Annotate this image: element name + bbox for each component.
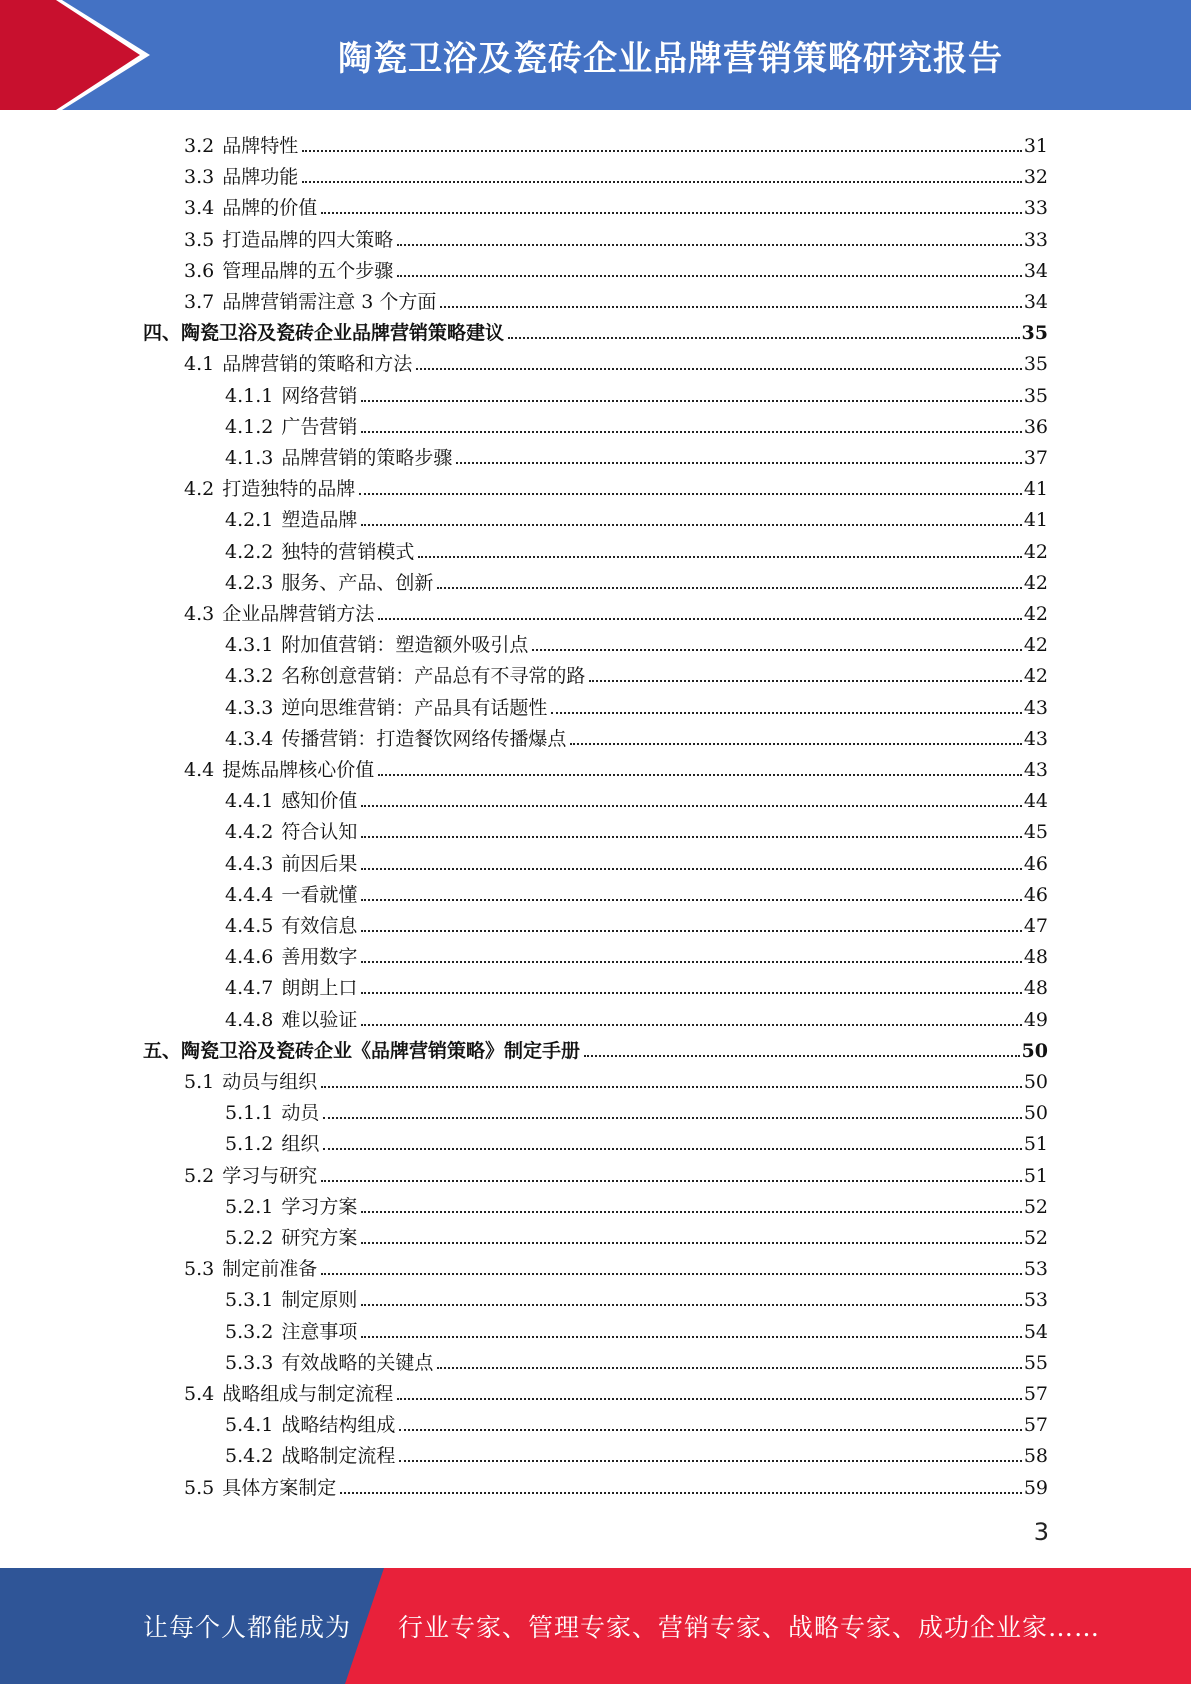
toc-entry-label (225, 727, 570, 751)
toc-entry-number: 5.2 (184, 1164, 215, 1187)
toc-entry-page: 53 (1023, 1289, 1048, 1312)
toc-entry[interactable] (184, 221, 1048, 252)
toc-entry-label (225, 571, 437, 595)
toc-entry-number: 4.1.2 (225, 415, 274, 438)
toc-entry-page: 42 (1023, 603, 1048, 625)
toc-entry-number: 4.4.1 (225, 790, 274, 813)
toc-entry-title: 传播营销：打造餐饮网络传播爆点 (281, 727, 567, 750)
toc-entry[interactable] (225, 1001, 1048, 1032)
toc-entry-label (225, 1413, 399, 1437)
toc-entry-title: 研究方案 (281, 1227, 358, 1249)
toc-entry-title: 具体方案制定 (222, 1476, 337, 1499)
toc-dot-leader (361, 1304, 1021, 1306)
toc-entry-label (225, 415, 361, 439)
toc-entry-label (225, 664, 589, 688)
toc-entry-page: 54 (1023, 1320, 1048, 1343)
toc-entry[interactable] (143, 314, 1048, 345)
toc-entry-page: 41 (1023, 478, 1048, 501)
toc-entry-page: 51 (1023, 1133, 1048, 1156)
toc-entry-label (225, 696, 551, 720)
toc-entry-number: 4.4.6 (225, 946, 274, 969)
toc-entry-label (184, 1164, 321, 1188)
toc-dot-leader (321, 212, 1022, 214)
toc-dot-leader (399, 1460, 1021, 1462)
toc-entry-title: 品牌营销的策略和方法 (222, 353, 413, 376)
toc-entry-title: 战略结构组成 (281, 1414, 396, 1437)
toc-entry-page: 42 (1023, 665, 1048, 688)
toc-entry-page: 50 (1021, 1039, 1048, 1062)
toc-entry-title: 打造独特的品牌 (222, 478, 356, 501)
toc-entry-title: 品牌功能 (222, 166, 299, 189)
report-title: 陶瓷卫浴及瓷砖企业品牌营销策略研究报告 (338, 38, 1003, 79)
toc-entry[interactable] (184, 283, 1048, 314)
toc-entry-label (225, 1444, 399, 1468)
toc-entry-page: 59 (1023, 1476, 1048, 1499)
toc-entry-number: 4.4.7 (225, 977, 274, 1000)
toc-entry-page: 49 (1023, 1008, 1048, 1031)
toc-dot-leader (378, 618, 1022, 620)
toc-entry-label (225, 1132, 323, 1156)
toc-entry[interactable] (184, 470, 1048, 501)
toc-entry[interactable] (225, 1313, 1048, 1344)
toc-entry-page: 46 (1023, 883, 1048, 906)
toc-entry-page: 45 (1023, 821, 1048, 844)
toc-entry-page: 35 (1021, 322, 1048, 345)
toc-entry-page: 31 (1023, 135, 1048, 157)
toc-dot-leader (361, 1024, 1021, 1026)
toc-dot-leader (570, 743, 1021, 745)
toc-entry-title: 服务、产品、创新 (281, 571, 434, 594)
toc-entry-title: 企业品牌营销方法 (222, 603, 375, 625)
toc-entry-label (184, 352, 416, 376)
toc-entry[interactable] (225, 1406, 1048, 1437)
toc-entry[interactable] (184, 189, 1048, 220)
toc-entry-number: 5.1 (184, 1071, 215, 1093)
toc-dot-leader (361, 431, 1021, 433)
toc-entry-title: 广告营销 (281, 415, 358, 438)
toc-entry-title: 有效信息 (281, 915, 358, 937)
footer-slogan-left: 让每个人都能成为 (143, 1613, 352, 1642)
toc-dot-leader (397, 275, 1022, 277)
toc-entry-page: 57 (1023, 1383, 1048, 1405)
toc-dot-leader (361, 899, 1021, 901)
toc-entry-page: 48 (1023, 946, 1048, 969)
toc-entry-title: 名称创意营销：产品总有不寻常的路 (281, 665, 586, 688)
toc-entry-page: 37 (1023, 447, 1048, 469)
toc-entry-title: 品牌营销需注意 3 个方面 (222, 291, 437, 313)
toc-entry[interactable] (184, 595, 1048, 626)
toc-entry[interactable] (225, 1437, 1048, 1468)
toc-entry[interactable] (225, 907, 1048, 938)
toc-entry-page: 50 (1023, 1102, 1048, 1125)
toc-entry[interactable] (225, 1188, 1048, 1219)
toc-entry-label (143, 321, 508, 345)
toc-entry-page: 42 (1023, 571, 1048, 594)
toc-entry-label (225, 446, 456, 470)
toc-entry-page: 44 (1023, 790, 1048, 813)
toc-dot-leader (361, 524, 1021, 526)
toc-entry-title: 塑造品牌 (281, 509, 358, 532)
toc-entry-page: 47 (1023, 915, 1048, 937)
toc-entry[interactable] (184, 158, 1048, 189)
toc-entry-number: 4.2 (184, 478, 215, 501)
toc-entry[interactable] (225, 657, 1048, 688)
toc-entry-page: 42 (1023, 634, 1048, 657)
toc-entry-label (184, 1070, 321, 1094)
toc-entry-number: 4.1.3 (225, 447, 274, 469)
toc-entry-label (184, 165, 302, 189)
toc-entry-page: 32 (1023, 166, 1048, 189)
toc-entry-title: 善用数字 (281, 946, 358, 969)
toc-dot-leader (551, 712, 1021, 714)
toc-entry-number: 4.3.3 (225, 696, 274, 719)
toc-entry-label (184, 290, 440, 314)
toc-entry-label (184, 602, 378, 626)
toc-entry-number: 4.4 (184, 759, 215, 781)
toc-entry-number: 5.3 (184, 1258, 215, 1281)
toc-entry-number: 4.3 (184, 603, 215, 625)
toc-dot-leader (361, 1336, 1021, 1338)
toc-entry-page: 34 (1023, 259, 1048, 282)
toc-entry-number: 4.4.2 (225, 821, 274, 844)
toc-entry[interactable] (225, 626, 1048, 657)
toc-dot-leader (399, 1429, 1021, 1431)
toc-entry-title: 朗朗上口 (281, 977, 358, 1000)
toc-entry-number: 5.2.2 (225, 1227, 274, 1249)
toc-entry-number: 5.1.2 (225, 1133, 274, 1156)
toc-entry-number: 5.5 (184, 1476, 215, 1499)
toc-entry-label (225, 789, 361, 813)
toc-dot-leader (397, 1398, 1022, 1400)
toc-entry-title: 品牌的价值 (222, 197, 318, 220)
toc-entry-page: 41 (1023, 509, 1048, 532)
toc-dot-leader (361, 868, 1021, 870)
toc-entry-page: 53 (1023, 1258, 1048, 1281)
toc-entry[interactable] (225, 564, 1048, 595)
toc-entry-label (225, 1226, 361, 1250)
toc-entry-label (225, 1351, 437, 1375)
toc-dot-leader (437, 587, 1021, 589)
toc-entry-title: 独特的营销模式 (281, 540, 415, 563)
toc-entry-number: 4.3.2 (225, 665, 274, 688)
toc-entry-page: 46 (1023, 852, 1048, 875)
toc-entry-label (225, 1195, 361, 1219)
toc-dot-leader (361, 992, 1021, 994)
toc-entry-title: 难以验证 (281, 1008, 358, 1031)
toc-entry[interactable] (184, 1063, 1048, 1094)
toc-entry-page: 48 (1023, 977, 1048, 1000)
toc-entry-page: 34 (1023, 291, 1048, 313)
toc-entry-number: 四、 (143, 322, 182, 345)
toc-entry-number: 4.3.1 (225, 634, 274, 657)
toc-entry-number: 3.4 (184, 197, 215, 220)
toc-entry[interactable] (184, 1250, 1048, 1281)
toc-entry-label (225, 1101, 323, 1125)
toc-entry-title: 打造品牌的四大策略 (222, 228, 394, 251)
toc-entry-title: 品牌营销的策略步骤 (281, 447, 453, 469)
toc-entry-number: 4.4.5 (225, 915, 274, 937)
toc-entry-page: 43 (1023, 727, 1048, 750)
toc-entry-title: 组织 (281, 1133, 320, 1156)
toc-dot-leader (323, 1117, 1021, 1119)
toc-entry[interactable] (143, 1032, 1048, 1063)
page-number: 3 (1033, 1518, 1049, 1546)
toc-entry[interactable] (225, 1219, 1048, 1250)
toc-entry-number: 4.4.8 (225, 1008, 274, 1031)
toc-dot-leader (456, 462, 1021, 464)
toc-entry-title: 提炼品牌核心价值 (222, 759, 375, 781)
toc-entry-page: 58 (1023, 1445, 1048, 1468)
toc-entry-label (184, 1476, 340, 1500)
toc-entry[interactable] (225, 1125, 1048, 1156)
toc-entry-number: 4.4.4 (225, 883, 274, 906)
toc-entry-title: 学习与研究 (222, 1164, 318, 1187)
toc-entry-label (225, 508, 361, 532)
toc-entry-label (225, 384, 361, 408)
toc-entry-number: 5.2.1 (225, 1195, 274, 1218)
toc-entry-page: 33 (1023, 228, 1048, 251)
toc-entry-label (184, 477, 359, 501)
toc-entry[interactable] (225, 689, 1048, 720)
toc-entry-title: 陶瓷卫浴及瓷砖企业《品牌营销策略》制定手册 (181, 1039, 581, 1062)
toc-entry[interactable] (225, 377, 1048, 408)
toc-entry-page: 50 (1023, 1071, 1048, 1093)
toc-entry-title: 动员 (281, 1102, 320, 1125)
toc-entry-title: 前因后果 (281, 852, 358, 875)
toc-entry-number: 五、 (143, 1039, 182, 1062)
toc-entry-title: 注意事项 (281, 1320, 358, 1343)
toc-entry-label (225, 1008, 361, 1032)
toc-entry[interactable] (225, 1344, 1048, 1375)
toc-dot-leader (302, 181, 1022, 183)
toc-entry[interactable] (225, 813, 1048, 844)
toc-dot-leader (321, 1086, 1022, 1088)
toc-entry-number: 4.2.1 (225, 509, 274, 532)
header-chevron-icon (0, 0, 160, 110)
toc-entry[interactable] (225, 1094, 1048, 1125)
toc-entry[interactable] (184, 345, 1048, 376)
toc-entry-label (184, 196, 321, 220)
toc-entry[interactable] (225, 408, 1048, 439)
toc-entry-number: 4.2.2 (225, 540, 274, 563)
toc-entry-page: 57 (1023, 1414, 1048, 1437)
toc-entry-label (184, 1382, 397, 1406)
toc-entry-label (225, 1288, 361, 1312)
toc-entry-number: 5.4.2 (225, 1445, 274, 1468)
toc-entry[interactable] (184, 1375, 1048, 1406)
toc-entry-number: 4.3.4 (225, 727, 274, 750)
toc-entry-label (225, 914, 361, 938)
toc-entry-page: 55 (1023, 1351, 1048, 1374)
toc-entry-title: 管理品牌的五个步骤 (222, 259, 394, 282)
toc-entry-label (225, 540, 418, 564)
toc-entry[interactable] (225, 969, 1048, 1000)
toc-dot-leader (361, 836, 1021, 838)
toc-entry[interactable] (225, 501, 1048, 532)
toc-entry[interactable] (184, 1157, 1048, 1188)
toc-entry-number: 5.3.3 (225, 1351, 274, 1374)
toc-dot-leader (321, 1180, 1022, 1182)
toc-entry-title: 一看就懂 (281, 883, 358, 906)
toc-dot-leader (418, 556, 1021, 558)
toc-entry-title: 战略制定流程 (281, 1445, 396, 1468)
toc-entry-number: 4.4.3 (225, 852, 274, 875)
toc-entry-label (184, 758, 378, 782)
toc-entry-number: 3.2 (184, 135, 215, 157)
header-banner (0, 0, 1191, 110)
toc-entry[interactable] (184, 751, 1048, 782)
toc-entry[interactable] (225, 938, 1048, 969)
toc-dot-leader (361, 1242, 1021, 1244)
footer-banner (0, 1568, 1191, 1684)
toc-entry-number: 4.1.1 (225, 384, 274, 407)
toc-entry-page: 42 (1023, 540, 1048, 563)
toc-entry-label (225, 945, 361, 969)
toc-entry-page: 52 (1023, 1195, 1048, 1218)
toc-entry-number: 5.3.2 (225, 1320, 274, 1343)
toc-entry[interactable] (184, 1469, 1048, 1500)
toc-entry-page: 35 (1023, 384, 1048, 407)
toc-entry-label (225, 852, 361, 876)
toc-entry[interactable] (225, 439, 1048, 470)
toc-entry[interactable] (225, 720, 1048, 751)
toc-entry-title: 制定前准备 (222, 1258, 318, 1281)
toc-entry-title: 制定原则 (281, 1289, 358, 1312)
toc-entry-label (225, 633, 532, 657)
toc-dot-leader (397, 244, 1022, 246)
toc-entry-label (225, 976, 361, 1000)
toc-entry[interactable] (225, 1281, 1048, 1312)
toc-dot-leader (361, 805, 1021, 807)
toc-dot-leader (340, 1492, 1022, 1494)
toc-dot-leader (589, 680, 1021, 682)
toc-entry-page: 43 (1023, 759, 1048, 781)
toc-dot-leader (321, 1273, 1022, 1275)
toc-entry-page: 33 (1023, 197, 1048, 220)
toc-entry-number: 3.7 (184, 291, 215, 313)
toc-entry[interactable] (184, 252, 1048, 283)
toc-dot-leader (361, 1211, 1021, 1213)
toc-entry-number: 3.5 (184, 228, 215, 251)
toc-entry-page: 51 (1023, 1164, 1048, 1187)
toc-entry-number: 5.1.1 (225, 1102, 274, 1125)
footer-slogan-right: 行业专家、管理专家、营销专家、战略专家、成功企业家…… (398, 1613, 1101, 1642)
toc-entry-label (225, 1320, 361, 1344)
toc-dot-leader (532, 649, 1021, 651)
toc-entry-label (184, 134, 302, 158)
toc-entry-title: 感知价值 (281, 790, 358, 813)
toc-dot-leader (416, 368, 1022, 370)
toc-entry-title: 战略组成与制定流程 (222, 1383, 394, 1405)
toc-entry[interactable] (225, 533, 1048, 564)
toc-entry-number: 5.4 (184, 1383, 215, 1405)
toc-entry[interactable] (225, 876, 1048, 907)
toc-entry-page: 35 (1023, 353, 1048, 376)
toc-entry-page: 36 (1023, 415, 1048, 438)
toc-dot-leader (302, 150, 1022, 152)
toc-dot-leader (508, 337, 1020, 339)
toc-entry-number: 4.2.3 (225, 571, 274, 594)
toc-entry-title: 陶瓷卫浴及瓷砖企业品牌营销策略建议 (181, 322, 505, 345)
toc-entry-label (225, 883, 361, 907)
toc-entry-title: 有效战略的关键点 (281, 1351, 434, 1374)
toc-entry-title: 附加值营销：塑造额外吸引点 (281, 634, 529, 657)
toc-entry[interactable] (184, 127, 1048, 158)
toc-entry-title: 品牌特性 (222, 135, 299, 157)
toc-entry-number: 5.3.1 (225, 1289, 274, 1312)
toc-entry-number: 5.4.1 (225, 1414, 274, 1437)
toc-entry-page: 43 (1023, 696, 1048, 719)
toc-entry-label (184, 228, 397, 252)
toc-entry-title: 符合认知 (281, 821, 358, 844)
toc-dot-leader (361, 930, 1021, 932)
toc-entry-page: 52 (1023, 1227, 1048, 1249)
toc-entry-number: 3.3 (184, 166, 215, 189)
toc-entry-number: 4.1 (184, 353, 215, 376)
toc-entry-label (184, 259, 397, 283)
toc-entry[interactable] (225, 782, 1048, 813)
toc-dot-leader (359, 493, 1022, 495)
toc-entry-title: 学习方案 (281, 1195, 358, 1218)
toc-entry-number: 3.6 (184, 259, 215, 282)
toc-dot-leader (361, 400, 1021, 402)
toc-dot-leader (361, 961, 1021, 963)
toc-entry[interactable] (225, 845, 1048, 876)
toc-entry-label (225, 820, 361, 844)
toc-entry-title: 网络营销 (281, 384, 358, 407)
toc-dot-leader (584, 1055, 1020, 1057)
toc-dot-leader (323, 1148, 1021, 1150)
toc-entry-title: 动员与组织 (222, 1071, 318, 1093)
toc-entry-label (184, 1257, 321, 1281)
toc-dot-leader (437, 1367, 1021, 1369)
toc-dot-leader (440, 306, 1021, 308)
toc-entry-label (143, 1039, 584, 1063)
toc-entry-title: 逆向思维营销：产品具有话题性 (281, 696, 548, 719)
toc-dot-leader (378, 774, 1022, 776)
